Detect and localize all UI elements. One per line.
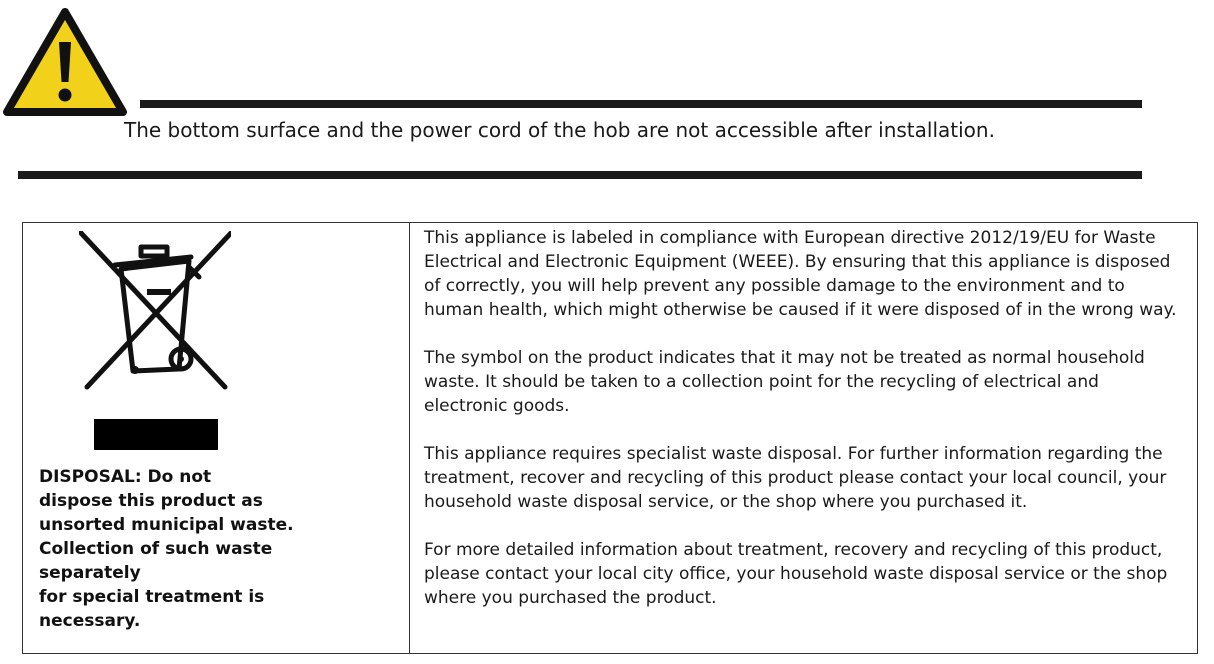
disposal-info-cell [410,223,1197,653]
warning-text: The bottom surface and the power cord of the hob are not accessible after installation. [124,118,995,142]
specialist-disposal-paragraph: This appliance requires specialist waste disposal. For further information regarding the treatment, recover and recycling of this product please contact your local council, your household waste disposal service, or the shop where you purchased it. [424,444,1167,512]
bottom-divider [18,171,1142,179]
crossed-out-wheelie-bin-icon [79,231,231,391]
weee-marking-bar [94,419,218,450]
symbol-meaning-paragraph: The symbol on the product indicates that it may not be treated as normal household waste. It should be taken to a collection point for the recycling of electrical and electronic goods. [424,348,1145,416]
weee-directive-paragraph: This appliance is labeled in compliance with European directive 2012/19/EU for Waste Electrical and Electronic Equipment (WEEE). By ensuring that this appliance is disposed of correctly, you will help prevent any possible damage to the environment and to human health, which might otherwise be caused if it were disposed of in the wrong way. [424,228,1177,320]
warning-triangle-icon [2,6,128,118]
top-divider [140,100,1142,108]
disposal-symbol-cell [23,223,410,653]
disposal-warning-text: DISPOSAL: Do not dispose this product as unsorted municipal waste. Collection of such waste separately for special treatment is necessary. [39,467,294,631]
further-information-paragraph: For more detailed information about treatment, recovery and recycling of this product, please contact your local city office, your household waste disposal service or the shop where you purchased the product. [424,540,1168,608]
disposal-table [22,222,1198,654]
